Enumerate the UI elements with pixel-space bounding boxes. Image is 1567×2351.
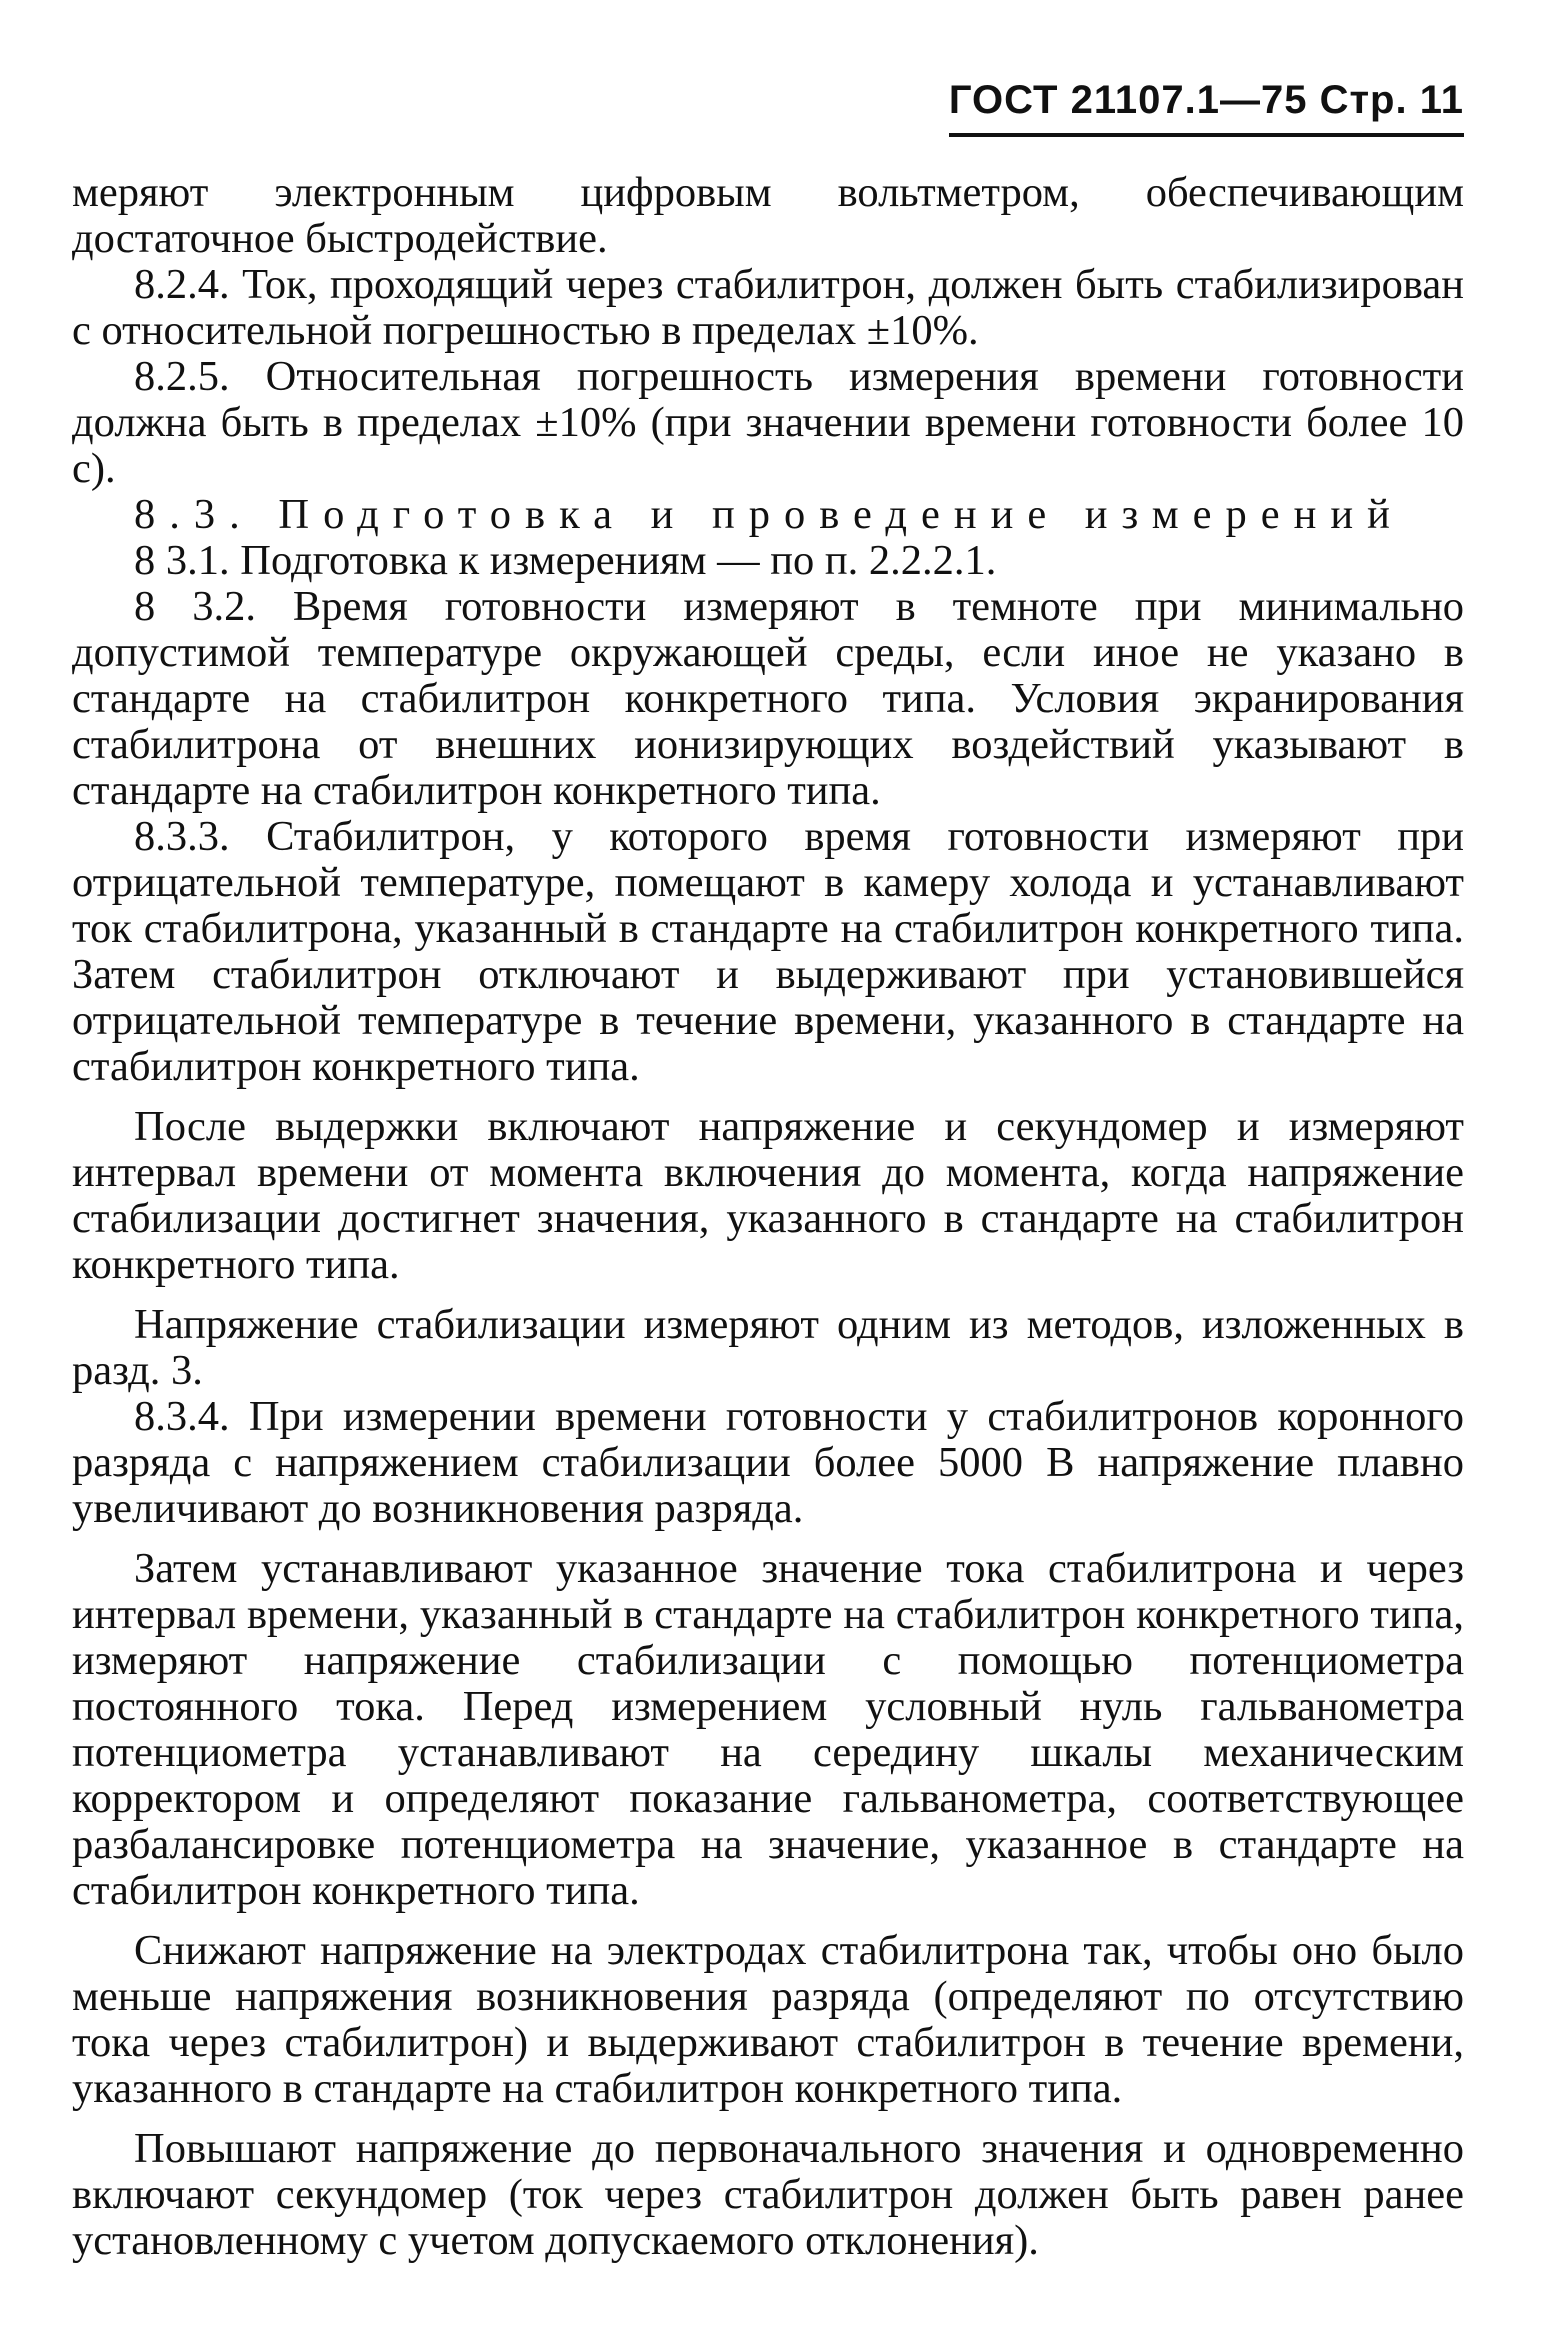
paragraph-8-2-4: 8.2.4. Ток, проходящий через стабилитрон, должен быть стабилизирован с относительной погрешностью в пределах ±10%. — [72, 261, 1464, 354]
paragraph-8-2-5: 8.2.5. Относительная погрешность измерения времени готовности должна быть в пределах ±10% (при значении времени готовности более 10 с). — [72, 353, 1464, 492]
paragraph-raise-voltage: Повышают напряжение до первоначального значения и одновременно включают секундомер (ток через стабилитрон должен быть равен ранее установленному с учетом допускаемого отклонения). — [72, 2125, 1464, 2264]
section-heading-8-3: 8.3. Подготовка и проведение измерений — [134, 491, 1404, 538]
paragraph-voltage-measurement: Напряжение стабилизации измеряют одним из методов, изложенных в разд. 3. — [72, 1301, 1464, 1394]
page-header: ГОСТ 21107.1—75 Стр. 11 — [949, 78, 1464, 137]
paragraph-after-exposure: После выдержки включают напряжение и секундомер и измеряют интервал времени от момента включения до момента, когда напряжение стабилизации достигнет значения, указанного в стандарте на стабилитрон конкретного типа. — [72, 1103, 1464, 1288]
paragraph-set-current: Затем устанавливают указанное значение тока стабилитрона и через интервал времени, указанный в стандарте на стабилитрон конкретного типа, измеряют напряжение стабилизации с помощью потенциометра постоянного тока. Перед измерением условный нуль гальванометра потенциометра устанавливают на середину шкалы механическим корректором и определяют показание гальванометра, соответствующее разбалансировке потенциометра на значение, указанное в стандарте на стабилитрон конкретного типа. — [72, 1545, 1464, 1914]
paragraph-continuation: меряют электронным цифровым вольтметром, обеспечивающим достаточное быстродействие. — [72, 169, 1464, 262]
paragraph-8-3-1: 8 3.1. Подготовка к измерениям — по п. 2.2.2.1. — [134, 537, 997, 584]
paragraph-reduce-voltage: Снижают напряжение на электродах стабилитрона так, чтобы оно было меньше напряжения возникновения разряда (определяют по отсутствию тока через стабилитрон) и выдерживают стабилитрон в течение времени, указанного в стандарте на стабилитрон конкретного типа. — [72, 1927, 1464, 2112]
paragraph-8-3-3: 8.3.3. Стабилитрон, у которого время готовности измеряют при отрицательной температуре, помещают в камеру холода и устанавливают ток стабилитрона, указанный в стандарте на стабилитрон конкретного типа. Затем стабилитрон отключают и выдерживают при установившейся отрицательной температуре в течение времени, указанного в стандарте на стабилитрон конкретного типа. — [72, 813, 1464, 1090]
paragraph-8-3-2: 8 3.2. Время готовности измеряют в темноте при минимально допустимой температуре окружающей среды, если иное не указано в стандарте на стабилитрон конкретного типа. Условия экранирования стабилитрона от внешних ионизирующих воздействий указывают в стандарте на стабилитрон конкретного типа. — [72, 583, 1464, 814]
paragraph-8-3-4: 8.3.4. При измерении времени готовности у стабилитронов коронного разряда с напряжением стабилизации более 5000 В напряжение плавно увеличивают до возникновения разряда. — [72, 1393, 1464, 1532]
document-body — [72, 170, 1464, 2264]
